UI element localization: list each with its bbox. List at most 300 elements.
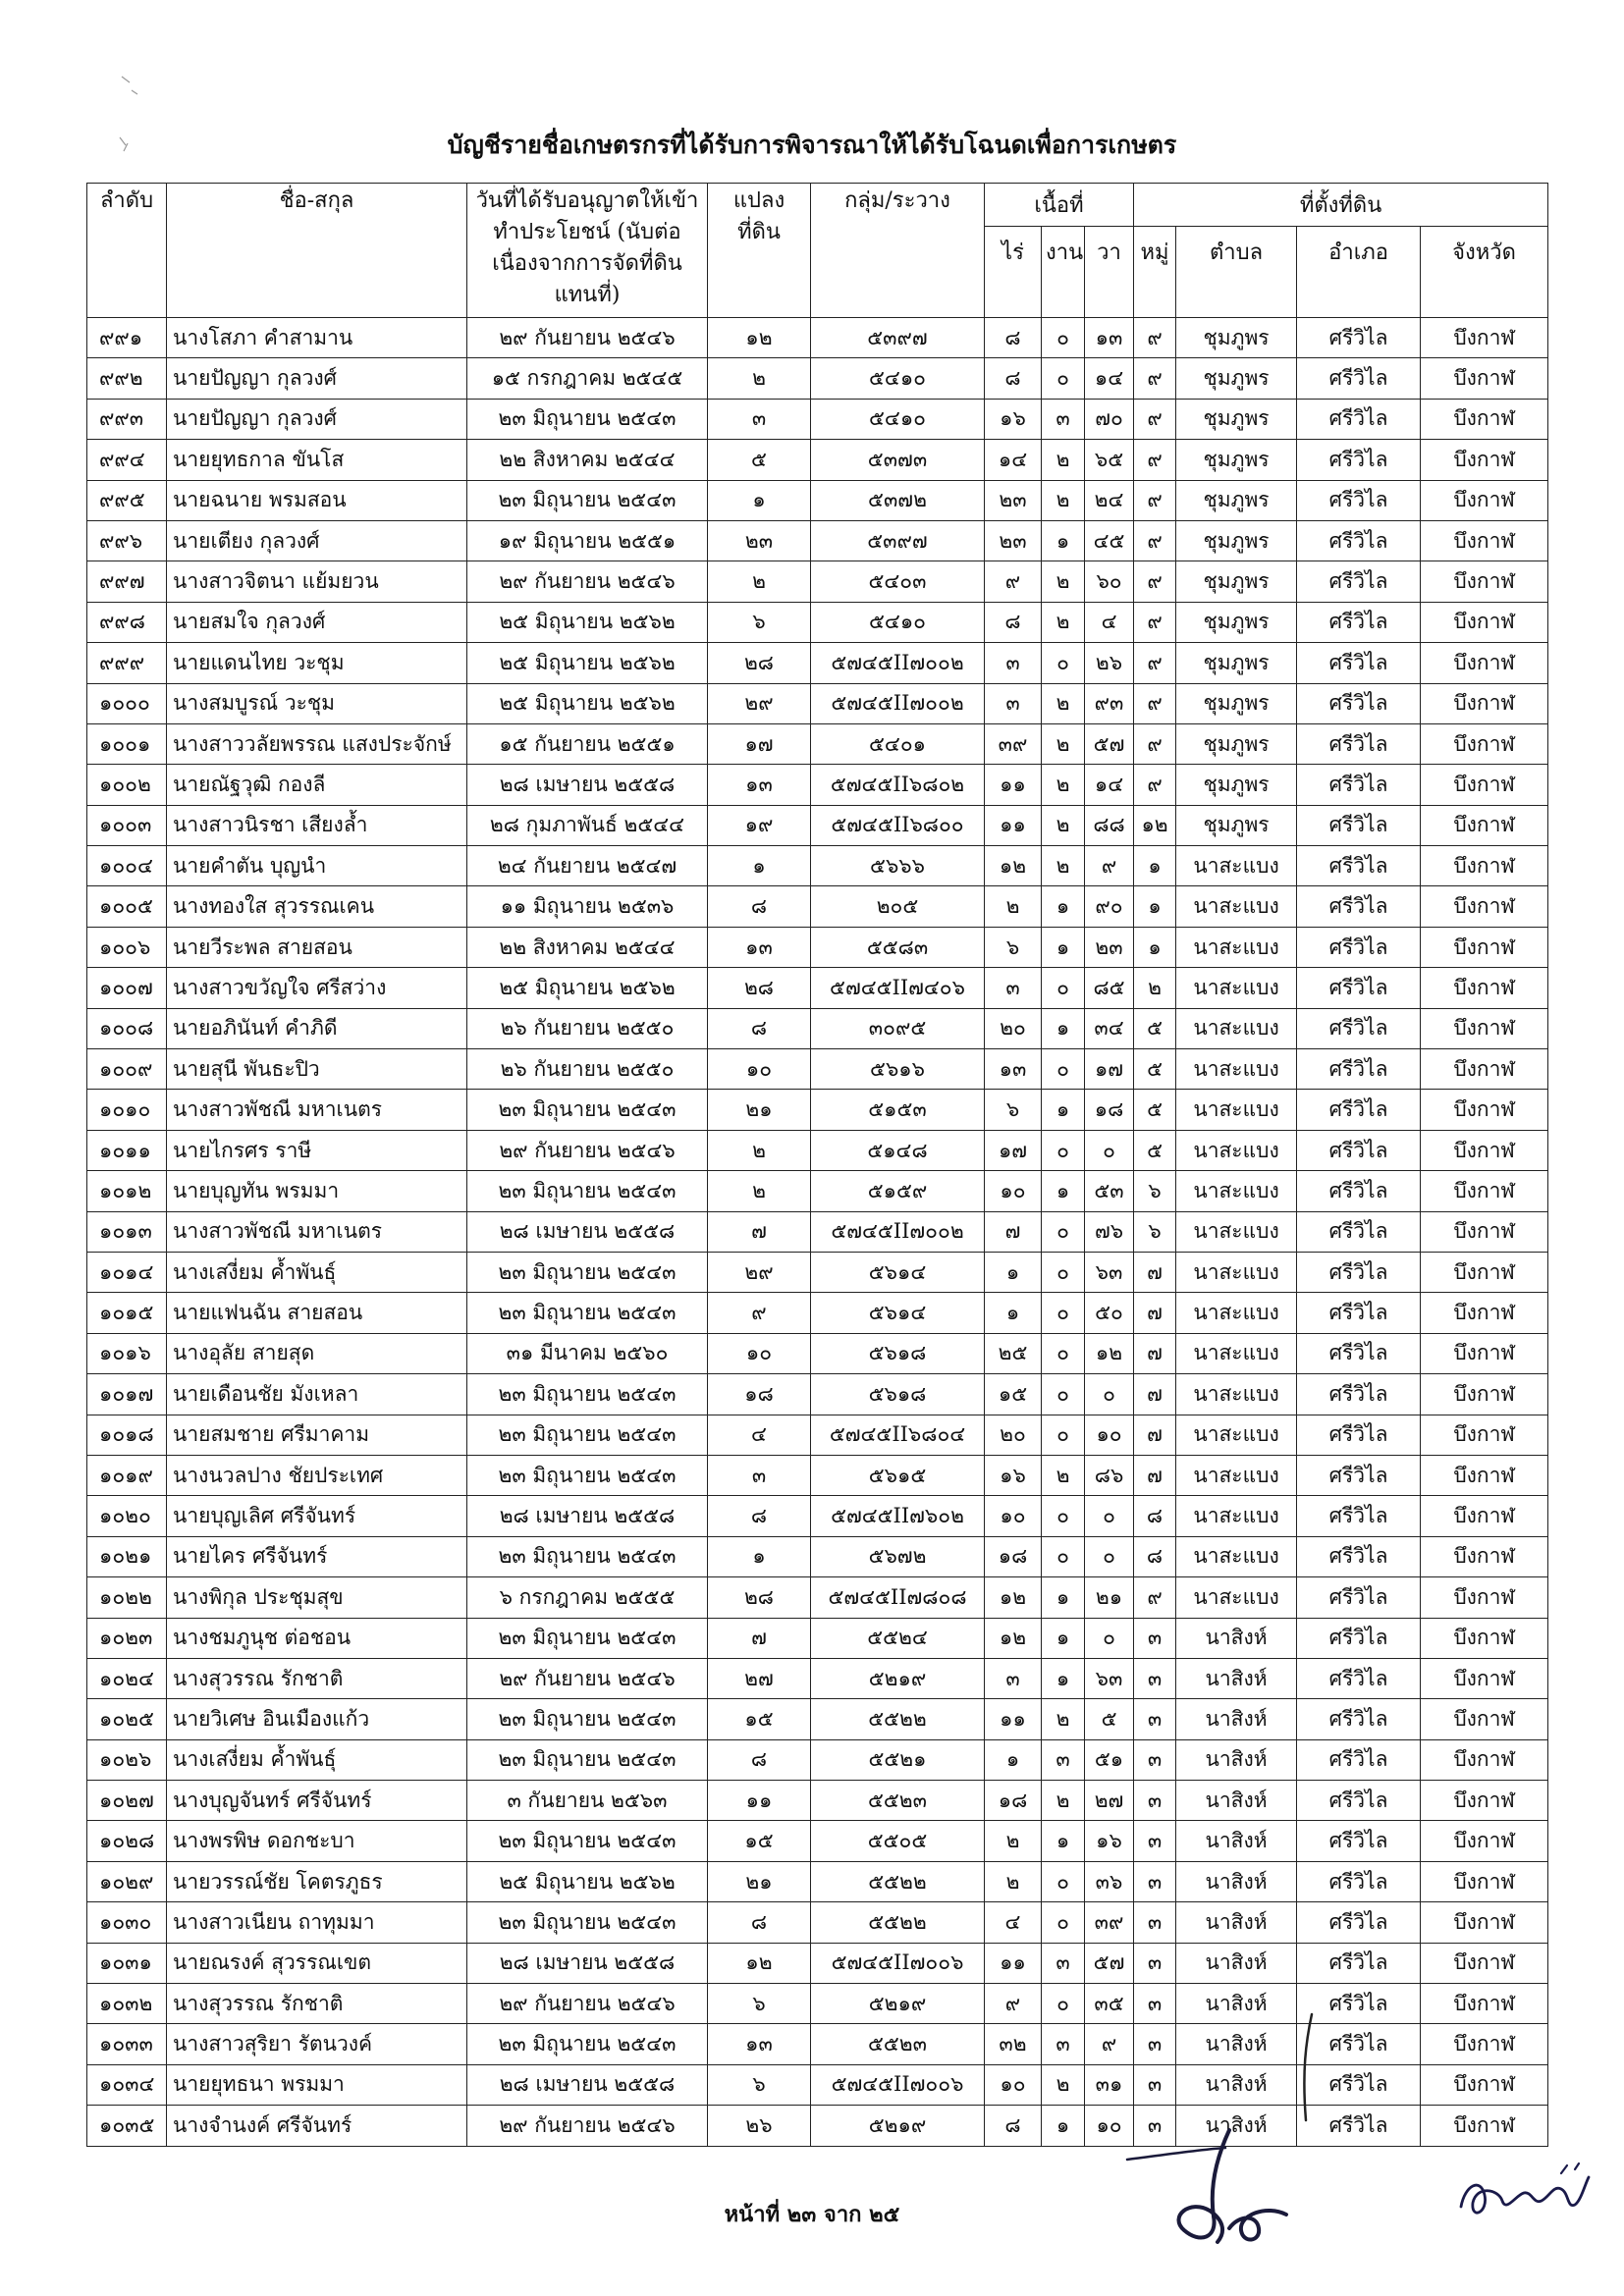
cell-province: บึงกาฬ (1421, 723, 1548, 764)
header-name: ชื่อ-สกุล (167, 184, 467, 318)
cell-tambon: นาสิงห์ (1176, 1943, 1297, 1983)
cell-moo: ๙ (1134, 602, 1176, 642)
cell-tambon: นาสะแบง (1176, 1415, 1297, 1455)
farmer-register-table (86, 183, 1548, 2147)
cell-moo: ๓ (1134, 1943, 1176, 1983)
cell-date: ๒๓ มิถุนายน ๒๕๔๓ (467, 1455, 708, 1495)
cell-wa: ๒๑ (1085, 1577, 1134, 1618)
cell-plot: ๒๓ (708, 520, 811, 561)
cell-plot: ๖ (708, 1984, 811, 2024)
cell-group: ๕๔๑๐ (811, 602, 985, 642)
cell-province: บึงกาฬ (1421, 2064, 1548, 2105)
cell-tambon: นาสะแบง (1176, 1211, 1297, 1252)
cell-date: ๒๓ มิถุนายน ๒๕๔๓ (467, 1821, 708, 1861)
header-group: กลุ่ม/ระวาง (811, 184, 985, 318)
table-row (87, 520, 1548, 561)
cell-group: ๕๖๑๖ (811, 1049, 985, 1090)
cell-amphoe: ศรีวิไล (1297, 1618, 1421, 1658)
cell-province: บึงกาฬ (1421, 480, 1548, 520)
cell-seq: ๙๙๑ (87, 318, 167, 358)
cell-rai: ๒๓ (985, 480, 1042, 520)
cell-province: บึงกาฬ (1421, 805, 1548, 845)
cell-tambon: นาสิงห์ (1176, 2106, 1297, 2146)
cell-tambon: นาสะแบง (1176, 886, 1297, 927)
cell-ngan: ๒ (1042, 2064, 1085, 2105)
header-area: เนื้อที่ (985, 184, 1134, 227)
cell-seq: ๑๐๑๗ (87, 1374, 167, 1415)
cell-name: นายณัฐวุฒิ กองลี (167, 765, 467, 805)
cell-seq: ๑๐๐๑ (87, 723, 167, 764)
cell-plot: ๑ (708, 480, 811, 520)
cell-ngan: ๑ (1042, 886, 1085, 927)
table-row (87, 1496, 1548, 1536)
cell-rai: ๓๙ (985, 723, 1042, 764)
cell-seq: ๑๐๒๗ (87, 1781, 167, 1821)
cell-tambon: นาสะแบง (1176, 1333, 1297, 1373)
cell-ngan: ๐ (1042, 1496, 1085, 1536)
signature-right-icon (1451, 2156, 1598, 2234)
cell-name: นางสุวรรณ รักชาติ (167, 1658, 467, 1698)
cell-name: นางสุวรรณ รักชาติ (167, 1984, 467, 2024)
cell-plot: ๘ (708, 1496, 811, 1536)
cell-moo: ๓ (1134, 2064, 1176, 2105)
cell-province: บึงกาฬ (1421, 1252, 1548, 1292)
cell-seq: ๑๐๓๕ (87, 2106, 167, 2146)
cell-amphoe: ศรีวิไล (1297, 1415, 1421, 1455)
cell-wa: ๒๗ (1085, 1781, 1134, 1821)
cell-seq: ๑๐๓๒ (87, 1984, 167, 2024)
table-row (87, 1455, 1548, 1495)
cell-rai: ๒๐ (985, 1415, 1042, 1455)
cell-moo: ๓ (1134, 1781, 1176, 1821)
cell-wa: ๙ (1085, 846, 1134, 886)
cell-amphoe: ศรีวิไล (1297, 723, 1421, 764)
cell-province: บึงกาฬ (1421, 399, 1548, 439)
page-number: หน้าที่ ๒๓ จาก ๒๕ (724, 2202, 900, 2227)
cell-amphoe: ศรีวิไล (1297, 1374, 1421, 1415)
cell-seq: ๑๐๑๓ (87, 1211, 167, 1252)
cell-province: บึงกาฬ (1421, 1211, 1548, 1252)
table-row (87, 1333, 1548, 1373)
cell-amphoe: ศรีวิไล (1297, 1577, 1421, 1618)
table-row (87, 561, 1548, 602)
cell-wa: ๑๘ (1085, 1090, 1134, 1130)
cell-plot: ๙ (708, 1293, 811, 1333)
cell-moo: ๓ (1134, 1821, 1176, 1861)
cell-moo: ๑ (1134, 846, 1176, 886)
table-row (87, 1658, 1548, 1698)
header-rai: ไร่ (985, 227, 1042, 318)
cell-group: ๕๖๑๘ (811, 1374, 985, 1415)
cell-date: ๒๓ มิถุนายน ๒๕๔๓ (467, 1415, 708, 1455)
table-body (87, 318, 1548, 2147)
cell-moo: ๗ (1134, 1252, 1176, 1292)
cell-name: นางโสภา คำสามาน (167, 318, 467, 358)
cell-plot: ๒๗ (708, 1658, 811, 1698)
cell-plot: ๒๘ (708, 1577, 811, 1618)
cell-group: ๕๓๙๗ (811, 318, 985, 358)
cell-province: บึงกาฬ (1421, 1618, 1548, 1658)
cell-seq: ๑๐๓๓ (87, 2024, 167, 2064)
cell-province: บึงกาฬ (1421, 1984, 1548, 2024)
cell-province: บึงกาฬ (1421, 1333, 1548, 1373)
table-row (87, 480, 1548, 520)
cell-rai: ๘ (985, 358, 1042, 399)
cell-province: บึงกาฬ (1421, 1130, 1548, 1170)
cell-amphoe: ศรีวิไล (1297, 1984, 1421, 2024)
header-ngan: งาน (1042, 227, 1085, 318)
cell-wa: ๑๓ (1085, 318, 1134, 358)
cell-moo: ๙ (1134, 1577, 1176, 1618)
cell-rai: ๑๒ (985, 1618, 1042, 1658)
cell-tambon: นาสิงห์ (1176, 1781, 1297, 1821)
cell-wa: ๑๗ (1085, 1049, 1134, 1090)
cell-name: นางสาววลัยพรรณ แสงประจักษ์ (167, 723, 467, 764)
header-tambon: ตำบล (1176, 227, 1297, 318)
cell-ngan: ๓ (1042, 1943, 1085, 1983)
cell-ngan: ๒ (1042, 602, 1085, 642)
cell-tambon: นาสะแบง (1176, 968, 1297, 1008)
cell-date: ๒๖ กันยายน ๒๕๕๐ (467, 1049, 708, 1090)
cell-rai: ๑๐ (985, 1171, 1042, 1211)
cell-group: ๕๗๔๕II๗๔๐๖ (811, 968, 985, 1008)
table-row (87, 2064, 1548, 2105)
cell-date: ๒๓ มิถุนายน ๒๕๔๓ (467, 1090, 708, 1130)
cell-ngan: ๑ (1042, 520, 1085, 561)
cell-moo: ๓ (1134, 2106, 1176, 2146)
cell-rai: ๑๘ (985, 1781, 1042, 1821)
table-row (87, 683, 1548, 723)
cell-ngan: ๐ (1042, 1130, 1085, 1170)
cell-rai: ๑๐ (985, 1496, 1042, 1536)
cell-name: นายยุทธกาล ขันโส (167, 440, 467, 480)
cell-name: นางอุลัย สายสุด (167, 1333, 467, 1373)
cell-plot: ๘ (708, 1902, 811, 1943)
cell-group: ๕๑๕๓ (811, 1090, 985, 1130)
cell-rai: ๒ (985, 1861, 1042, 1901)
cell-amphoe: ศรีวิไล (1297, 968, 1421, 1008)
table-row (87, 846, 1548, 886)
table-row (87, 1577, 1548, 1618)
cell-rai: ๑๕ (985, 1374, 1042, 1415)
cell-plot: ๔ (708, 1415, 811, 1455)
cell-amphoe: ศรีวิไล (1297, 561, 1421, 602)
cell-wa: ๑๒ (1085, 1333, 1134, 1373)
cell-province: บึงกาฬ (1421, 440, 1548, 480)
cell-rai: ๑๖ (985, 399, 1042, 439)
cell-tambon: ชุมภูพร (1176, 643, 1297, 683)
document-title: บัญชีรายชื่อเกษตรกรที่ได้รับการพิจารณาให้ได้รับโฉนดเพื่อการเกษตร (447, 131, 1177, 159)
cell-ngan: ๐ (1042, 643, 1085, 683)
cell-date: ๒๙ กันยายน ๒๕๔๖ (467, 1658, 708, 1698)
cell-province: บึงกาฬ (1421, 968, 1548, 1008)
cell-date: ๒๕ มิถุนายน ๒๕๖๒ (467, 683, 708, 723)
cell-ngan: ๒ (1042, 1455, 1085, 1495)
cell-wa: ๑๖ (1085, 1821, 1134, 1861)
cell-amphoe: ศรีวิไล (1297, 1536, 1421, 1576)
cell-tambon: นาสิงห์ (1176, 1658, 1297, 1698)
cell-name: นายสุนี พันธะปิว (167, 1049, 467, 1090)
cell-wa: ๘๖ (1085, 1455, 1134, 1495)
cell-moo: ๗ (1134, 1374, 1176, 1415)
cell-group: ๕๖๑๔ (811, 1293, 985, 1333)
cell-province: บึงกาฬ (1421, 1415, 1548, 1455)
cell-amphoe: ศรีวิไล (1297, 1049, 1421, 1090)
cell-province: บึงกาฬ (1421, 1090, 1548, 1130)
cell-group: ๕๒๑๙ (811, 1984, 985, 2024)
cell-tambon: นาสะแบง (1176, 1130, 1297, 1170)
cell-wa: ๖๓ (1085, 1658, 1134, 1698)
cell-wa: ๙๐ (1085, 886, 1134, 927)
cell-ngan: ๑ (1042, 1658, 1085, 1698)
cell-date: ๒๙ กันยายน ๒๕๔๖ (467, 2106, 708, 2146)
cell-ngan: ๐ (1042, 318, 1085, 358)
cell-wa: ๓๕ (1085, 1984, 1134, 2024)
cell-ngan: ๑ (1042, 927, 1085, 967)
cell-plot: ๑ (708, 1536, 811, 1576)
cell-moo: ๑๒ (1134, 805, 1176, 845)
table-row (87, 1699, 1548, 1739)
pen-stroke-icon (1292, 2012, 1322, 2130)
cell-name: นางสาวพัชณี มหาเนตร (167, 1090, 467, 1130)
cell-wa: ๗๖ (1085, 1211, 1134, 1252)
cell-name: นางบุญจันทร์ ศรีจันทร์ (167, 1781, 467, 1821)
cell-date: ๒๘ เมษายน ๒๕๕๘ (467, 1211, 708, 1252)
table-row (87, 927, 1548, 967)
cell-name: นายไกรศร ราษี (167, 1130, 467, 1170)
cell-date: ๒๕ มิถุนายน ๒๕๖๒ (467, 968, 708, 1008)
cell-group: ๓๐๙๕ (811, 1008, 985, 1048)
cell-wa: ๒๖ (1085, 643, 1134, 683)
cell-group: ๕๕๘๓ (811, 927, 985, 967)
cell-province: บึงกาฬ (1421, 2024, 1548, 2064)
cell-group: ๕๔๑๐ (811, 358, 985, 399)
cell-moo: ๓ (1134, 1699, 1176, 1739)
cell-province: บึงกาฬ (1421, 643, 1548, 683)
cell-name: นายปัญญา กุลวงศ์ (167, 358, 467, 399)
cell-group: ๕๑๔๘ (811, 1130, 985, 1170)
cell-wa: ๕๑ (1085, 1739, 1134, 1780)
cell-plot: ๑๑ (708, 1781, 811, 1821)
cell-group: ๕๗๔๕II๗๐๐๒ (811, 643, 985, 683)
cell-plot: ๒๘ (708, 643, 811, 683)
cell-date: ๒๓ มิถุนายน ๒๕๔๓ (467, 1618, 708, 1658)
cell-amphoe: ศรีวิไล (1297, 846, 1421, 886)
cell-moo: ๕ (1134, 1008, 1176, 1048)
cell-seq: ๑๐๒๕ (87, 1699, 167, 1739)
cell-moo: ๓ (1134, 1739, 1176, 1780)
cell-rai: ๓ (985, 968, 1042, 1008)
cell-plot: ๑๓ (708, 765, 811, 805)
cell-rai: ๓ (985, 683, 1042, 723)
cell-seq: ๑๐๒๒ (87, 1577, 167, 1618)
cell-province: บึงกาฬ (1421, 1739, 1548, 1780)
cell-moo: ๘ (1134, 1536, 1176, 1576)
table-row (87, 2106, 1548, 2146)
signature-left-icon (1119, 2120, 1316, 2258)
cell-province: บึงกาฬ (1421, 765, 1548, 805)
cell-seq: ๑๐๒๑ (87, 1536, 167, 1576)
table-row (87, 805, 1548, 845)
cell-name: นางพิกุล ประชุมสุข (167, 1577, 467, 1618)
cell-wa: ๓๑ (1085, 2064, 1134, 2105)
cell-wa: ๐ (1085, 1536, 1134, 1576)
cell-moo: ๙ (1134, 723, 1176, 764)
table-row (87, 1536, 1548, 1576)
cell-plot: ๑๕ (708, 1821, 811, 1861)
cell-date: ๑๙ มิถุนายน ๒๕๕๑ (467, 520, 708, 561)
cell-plot: ๕ (708, 440, 811, 480)
cell-name: นางสาวเนียน ถาทุมมา (167, 1902, 467, 1943)
table-row (87, 318, 1548, 358)
cell-province: บึงกาฬ (1421, 1699, 1548, 1739)
cell-date: ๒๖ กันยายน ๒๕๕๐ (467, 1008, 708, 1048)
cell-plot: ๒ (708, 561, 811, 602)
cell-tambon: ชุมภูพร (1176, 318, 1297, 358)
cell-seq: ๙๙๔ (87, 440, 167, 480)
table-row (87, 1984, 1548, 2024)
cell-seq: ๑๐๒๙ (87, 1861, 167, 1901)
cell-date: ๒๓ มิถุนายน ๒๕๔๓ (467, 1739, 708, 1780)
cell-amphoe: ศรีวิไล (1297, 643, 1421, 683)
cell-seq: ๑๐๐๓ (87, 805, 167, 845)
cell-amphoe: ศรีวิไล (1297, 2024, 1421, 2064)
cell-rai: ๓ (985, 643, 1042, 683)
cell-ngan: ๑ (1042, 1577, 1085, 1618)
cell-amphoe: ศรีวิไล (1297, 765, 1421, 805)
cell-amphoe: ศรีวิไล (1297, 927, 1421, 967)
cell-name: นางสาวนิรชา เสียงล้ำ (167, 805, 467, 845)
cell-plot: ๑๙ (708, 805, 811, 845)
cell-name: นางสาวพัชณี มหาเนตร (167, 1211, 467, 1252)
cell-name: นางชมภูนุช ต่อชอน (167, 1618, 467, 1658)
cell-seq: ๑๐๑๔ (87, 1252, 167, 1292)
cell-plot: ๒๙ (708, 683, 811, 723)
table-row (87, 602, 1548, 642)
cell-tambon: ชุมภูพร (1176, 480, 1297, 520)
cell-tambon: นาสิงห์ (1176, 1618, 1297, 1658)
cell-moo: ๒ (1134, 968, 1176, 1008)
cell-rai: ๑๑ (985, 1699, 1042, 1739)
table-row (87, 723, 1548, 764)
cell-name: นายแดนไทย วะชุม (167, 643, 467, 683)
cell-date: ๒๒ สิงหาคม ๒๕๔๔ (467, 440, 708, 480)
cell-name: นางพรพิษ ดอกชะบา (167, 1821, 467, 1861)
cell-seq: ๑๐๑๙ (87, 1455, 167, 1495)
cell-wa: ๐ (1085, 1618, 1134, 1658)
cell-date: ๑๕ กรกฎาคม ๒๕๔๕ (467, 358, 708, 399)
cell-group: ๕๕๐๕ (811, 1821, 985, 1861)
cell-group: ๕๗๔๕II๗๘๐๘ (811, 1577, 985, 1618)
cell-tambon: นาสะแบง (1176, 1496, 1297, 1536)
cell-group: ๕๒๑๙ (811, 2106, 985, 2146)
cell-province: บึงกาฬ (1421, 886, 1548, 927)
cell-date: ๒๒ สิงหาคม ๒๕๔๔ (467, 927, 708, 967)
cell-moo: ๖ (1134, 1211, 1176, 1252)
cell-wa: ๕๗ (1085, 723, 1134, 764)
cell-amphoe: ศรีวิไล (1297, 1252, 1421, 1292)
cell-name: นายบุญเลิศ ศรีจันทร์ (167, 1496, 467, 1536)
cell-rai: ๒ (985, 886, 1042, 927)
cell-seq: ๑๐๐๘ (87, 1008, 167, 1048)
cell-name: นางทองใส สุวรรณเคน (167, 886, 467, 927)
cell-tambon: นาสิงห์ (1176, 1861, 1297, 1901)
cell-wa: ๙๓ (1085, 683, 1134, 723)
cell-plot: ๑๘ (708, 1374, 811, 1415)
cell-rai: ๘ (985, 2106, 1042, 2146)
cell-name: นายแฟนฉัน สายสอน (167, 1293, 467, 1333)
cell-plot: ๑๓ (708, 2024, 811, 2064)
cell-rai: ๑๗ (985, 1130, 1042, 1170)
cell-rai: ๖ (985, 927, 1042, 967)
cell-ngan: ๑ (1042, 1618, 1085, 1658)
cell-tambon: นาสะแบง (1176, 927, 1297, 967)
cell-group: ๕๗๔๕II๖๘๐๒ (811, 765, 985, 805)
cell-date: ๒๘ เมษายน ๒๕๕๘ (467, 765, 708, 805)
cell-group: ๕๖๑๔ (811, 1252, 985, 1292)
cell-rai: ๖ (985, 1090, 1042, 1130)
cell-plot: ๗ (708, 1211, 811, 1252)
table-row (87, 968, 1548, 1008)
cell-rai: ๑๘ (985, 1536, 1042, 1576)
cell-amphoe: ศรีวิไล (1297, 1293, 1421, 1333)
cell-ngan: ๒ (1042, 723, 1085, 764)
cell-ngan: ๐ (1042, 968, 1085, 1008)
cell-seq: ๙๙๗ (87, 561, 167, 602)
cell-plot: ๑๓ (708, 927, 811, 967)
cell-plot: ๒๖ (708, 2106, 811, 2146)
cell-wa: ๘๕ (1085, 968, 1134, 1008)
cell-tambon: ชุมภูพร (1176, 399, 1297, 439)
cell-rai: ๑๒ (985, 1577, 1042, 1618)
cell-ngan: ๒ (1042, 765, 1085, 805)
cell-date: ๖ กรกฎาคม ๒๕๕๕ (467, 1577, 708, 1618)
cell-name: นายสมชาย ศรีมาคาม (167, 1415, 467, 1455)
cell-name: นายไคร ศรีจันทร์ (167, 1536, 467, 1576)
cell-date: ๒๘ เมษายน ๒๕๕๘ (467, 1943, 708, 1983)
cell-amphoe: ศรีวิไล (1297, 1781, 1421, 1821)
cell-plot: ๖ (708, 2064, 811, 2105)
table-row (87, 1049, 1548, 1090)
cell-amphoe: ศรีวิไล (1297, 1455, 1421, 1495)
header-moo: หมู่ (1134, 227, 1176, 318)
cell-amphoe: ศรีวิไล (1297, 1130, 1421, 1170)
cell-seq: ๙๙๒ (87, 358, 167, 399)
cell-group: ๕๕๒๒ (811, 1699, 985, 1739)
cell-ngan: ๒ (1042, 683, 1085, 723)
cell-group: ๕๔๑๐ (811, 399, 985, 439)
cell-wa: ๑๔ (1085, 358, 1134, 399)
cell-plot: ๒ (708, 1171, 811, 1211)
cell-rai: ๙ (985, 561, 1042, 602)
cell-seq: ๑๐๒๓ (87, 1618, 167, 1658)
cell-group: ๕๕๒๓ (811, 1781, 985, 1821)
table-row (87, 643, 1548, 683)
cell-amphoe: ศรีวิไล (1297, 1699, 1421, 1739)
cell-group: ๕๗๔๕II๗๐๐๒ (811, 683, 985, 723)
table-row (87, 358, 1548, 399)
table-row (87, 1902, 1548, 1943)
cell-rai: ๓ (985, 1658, 1042, 1698)
cell-name: นายปัญญา กุลวงศ์ (167, 399, 467, 439)
cell-amphoe: ศรีวิไล (1297, 1739, 1421, 1780)
cell-ngan: ๒ (1042, 805, 1085, 845)
table-row (87, 1374, 1548, 1415)
cell-ngan: ๐ (1042, 1415, 1085, 1455)
cell-moo: ๙ (1134, 520, 1176, 561)
cell-ngan: ๑ (1042, 1171, 1085, 1211)
cell-name: นางจำนงค์ ศรีจันทร์ (167, 2106, 467, 2146)
